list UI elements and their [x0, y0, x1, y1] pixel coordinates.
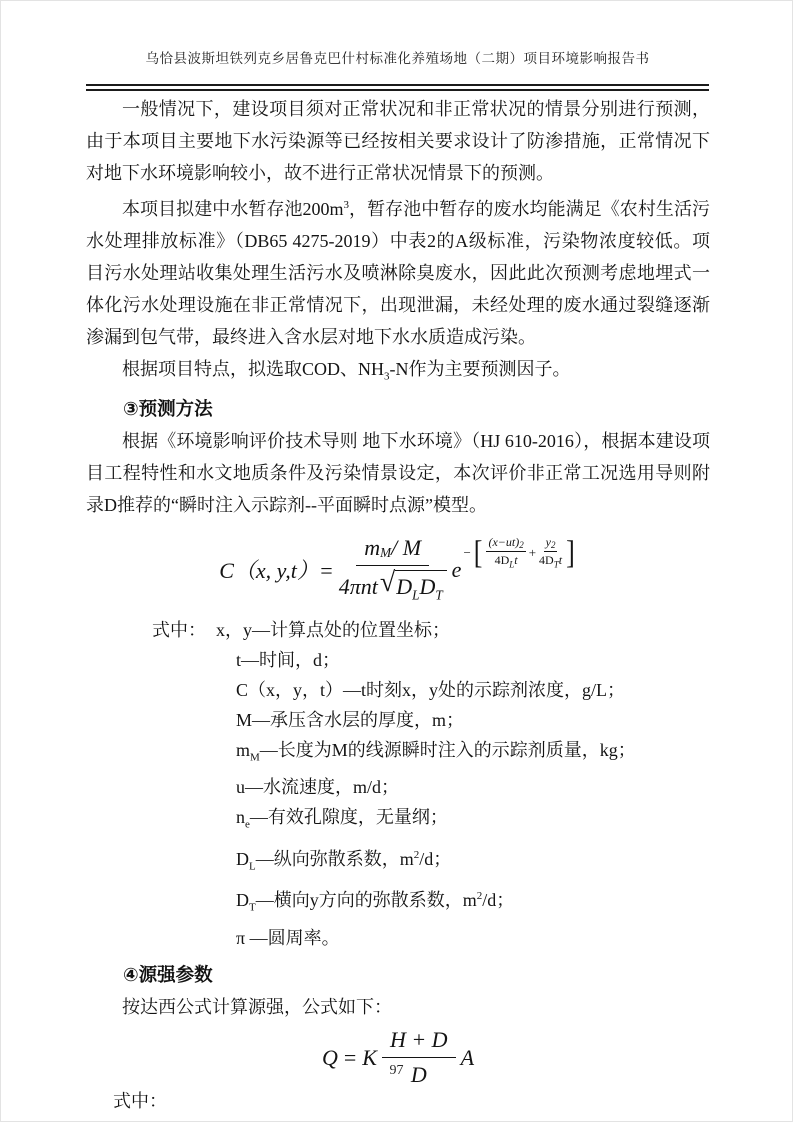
- definition-text: —有效孔隙度，无量纲；: [249, 807, 448, 828]
- variable-subscript: T: [249, 901, 256, 914]
- variable-symbol: D: [236, 890, 249, 911]
- subscript-L: L: [412, 587, 420, 603]
- equals-sign: =: [343, 1044, 357, 1070]
- definition-item: C（x，y，t）—t时刻x，y处的示踪剂浓度，g/L；: [236, 679, 626, 700]
- symbol-DT: D: [419, 574, 436, 600]
- definition-item: [152, 802, 710, 840]
- subscript-three: 3: [384, 370, 390, 383]
- definition-item: [152, 615, 710, 645]
- variable-subscript: M: [250, 751, 260, 764]
- variable-symbol: m: [236, 739, 251, 760]
- fraction-denominator: D: [410, 1062, 427, 1088]
- small-numerator: [486, 535, 525, 552]
- variable-symbol: n: [236, 807, 245, 828]
- variable-symbol: D: [236, 848, 249, 869]
- definition-text: /d；: [482, 890, 515, 911]
- subscript-T: T: [435, 587, 443, 603]
- unit-superscript: 2: [413, 848, 420, 861]
- definition-item: M—承压含水层的厚度，m；: [236, 709, 465, 730]
- four-DL: 4D: [494, 553, 510, 568]
- denominator-coefficient: 4πnt: [338, 574, 378, 600]
- definition-item: [152, 735, 710, 773]
- fraction-denominator: [339, 566, 447, 603]
- radical-sign: √: [379, 567, 396, 599]
- left-bracket: [: [473, 533, 483, 571]
- fraction-numerator: [356, 535, 429, 566]
- numerator-rest: / M: [391, 535, 422, 561]
- small-denominator: [495, 552, 518, 569]
- x-term: (x−ut): [488, 535, 520, 550]
- small-numerator: [544, 535, 558, 552]
- paragraph-darcy-intro: 按达西公式计算源强，公式如下：: [122, 996, 392, 1017]
- subscript-M: M: [380, 545, 392, 561]
- symbol-K: K: [362, 1044, 377, 1070]
- definition-text: /d；: [419, 848, 452, 869]
- paragraph-prediction-factors: [86, 353, 710, 393]
- time-t: t: [558, 553, 563, 568]
- exponent-minus: −: [463, 544, 471, 560]
- formula-lhs: C（x, y,t）=: [219, 558, 334, 584]
- definition-item: [152, 881, 710, 923]
- formula-main-fraction: [339, 535, 447, 603]
- euler-e: e: [451, 556, 462, 582]
- paragraph-text: 本项目拟建中水暂存池200m: [122, 199, 344, 219]
- subscript-T: T: [553, 559, 559, 570]
- definitions-label: 式中：: [152, 619, 206, 640]
- paragraph-text: 根据项目特点，拟选取COD、NH: [122, 359, 385, 379]
- definition-text: —纵向弥散系数，m: [255, 848, 414, 869]
- exponent-block: [463, 535, 576, 569]
- heading-prediction-method: ③预测方法: [123, 397, 213, 419]
- four-DT: 4D: [539, 553, 554, 568]
- document-header-title: 乌恰县波斯坦铁列克乡居鲁克巴什村标准化养殖场地（二期）项目环境影响报告书: [145, 51, 650, 66]
- squared: 2: [550, 540, 556, 551]
- paragraph-storage-pool: [86, 189, 710, 353]
- unit-superscript: 2: [476, 890, 483, 903]
- definition-text: —长度为M的线源瞬时注入的示踪剂质量，kg；: [259, 739, 636, 760]
- right-bracket: ]: [566, 533, 575, 571]
- time-t: t: [514, 553, 518, 568]
- small-denominator: [539, 552, 562, 569]
- symbol-Q: Q: [321, 1044, 338, 1070]
- exponent-fraction-x: [486, 535, 525, 569]
- exponent-fraction-y: [539, 535, 562, 569]
- page-number: 97: [389, 1063, 404, 1078]
- formula-tracer-point-source: [86, 529, 710, 611]
- symbol-m: m: [364, 535, 381, 561]
- y-term: y: [545, 535, 551, 550]
- variable-subscript: e: [245, 818, 250, 831]
- definition-text: —横向y方向的弥散系数，m: [255, 890, 477, 911]
- definition-item: u—水流速度，m/d；: [236, 777, 400, 798]
- paragraph-normal-condition: 一般情况下，建设项目须对正常状况和非正常状况的情景分别进行预测，由于本项目主要地下水污染源等已经按相关要求设计了防渗措施，正常情况下对地下水环境影响较小，故不进行正常状况情景下的预测。: [86, 99, 710, 183]
- page-content: [86, 93, 710, 1117]
- subscript-L: L: [509, 559, 515, 570]
- definition-item: π —圆周率。: [236, 927, 340, 948]
- paragraph-where: 式中：: [113, 1090, 167, 1111]
- exponent-plus: +: [528, 544, 537, 560]
- heading-source-parameters: ④源强参数: [123, 963, 213, 985]
- paragraph-text: -N作为主要预测因子。: [389, 359, 571, 379]
- variable-definitions: [152, 615, 710, 953]
- radicand: [395, 570, 446, 603]
- variable-subscript: L: [249, 860, 256, 873]
- definition-item: t—时间，d；: [236, 649, 341, 670]
- paragraph-text: ，暂存池中暂存的废水均能满足《农村生活污水处理排放标准》（DB65 4275-2019）中表2的A级标准，污染物浓度较低。项目污水处理站收集处理生活污水及喷淋除臭废水，因此此次预测考虑地埋式一体化污水处理设施在非正常情况下，出现泄漏，未经处理的废水通过裂缝逐渐渗漏到包气带，最终进入含水层对地下水水质造成污染。: [86, 199, 710, 347]
- paragraph-guideline: 根据《环境影响评价技术导则 地下水环境》（HJ 610-2016），根据本建设项目工程特性和水文地质条件及污染情景设定，本次评价非正常工况选用导则附录D推荐的“瞬时注入示踪剂--平面瞬时点源”模型。: [86, 430, 710, 515]
- symbol-A: A: [460, 1044, 475, 1070]
- definition-text: x，y—计算点处的位置坐标；: [216, 619, 450, 640]
- fraction-numerator: H + D: [382, 1027, 456, 1058]
- symbol-DL: D: [396, 574, 413, 600]
- squared: 2: [519, 540, 524, 551]
- darcy-fraction: [382, 1027, 456, 1088]
- square-root: [379, 567, 447, 603]
- superscript-cubed: 3: [343, 199, 349, 211]
- header-divider: [86, 84, 709, 91]
- definition-item: [152, 840, 710, 882]
